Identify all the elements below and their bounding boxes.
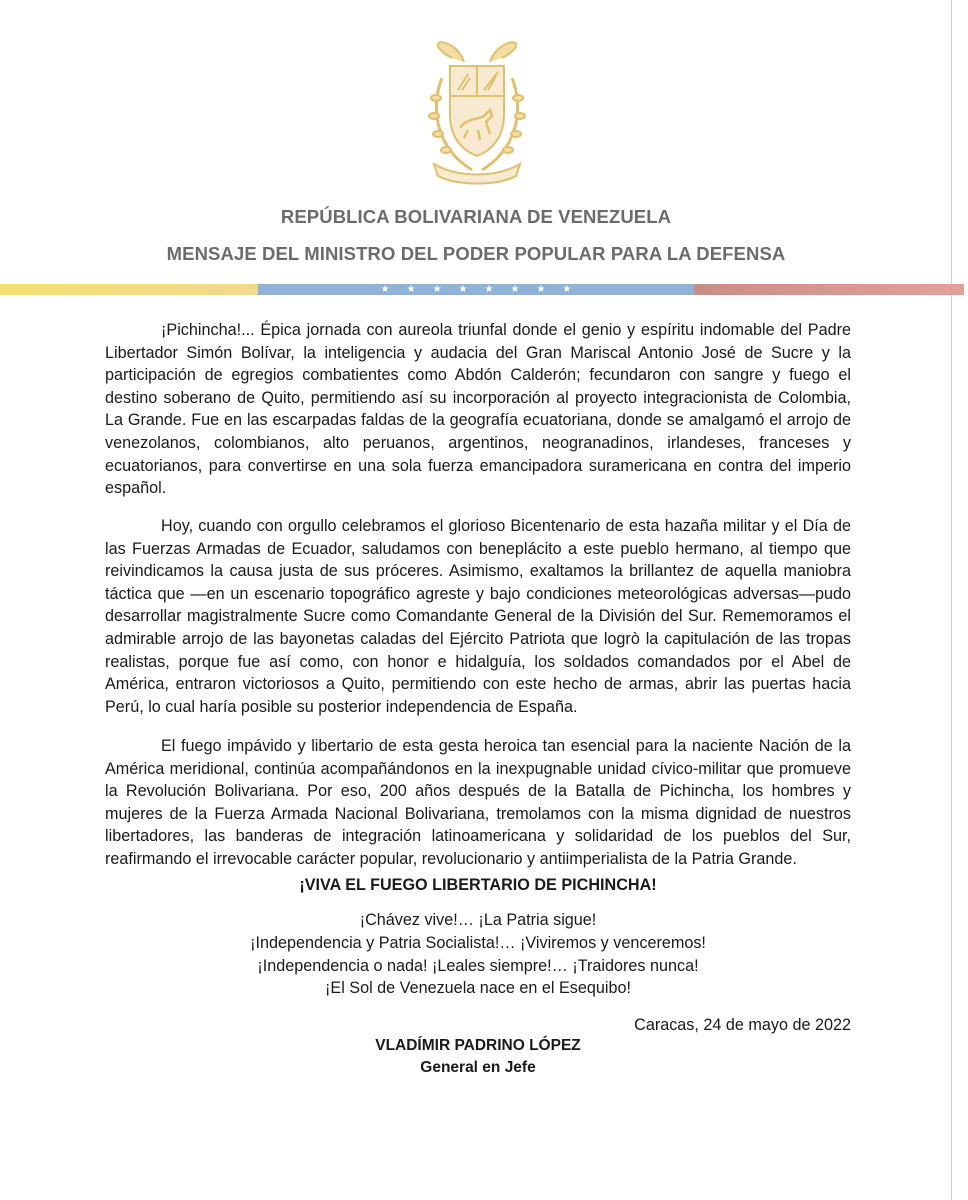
venezuela-coat-of-arms-icon: [412, 38, 542, 188]
document-date: Caracas, 24 de mayo de 2022: [634, 1016, 851, 1034]
paragraph-text: El fuego impávido y libertario de esta gesta heroica tan esencial para la naciente Nación de la América meridional, continúa acompañándonos en la inexpugnable unidad cívico-militar que promueve la Revolución Bolivariana. Por eso, 200 años después de la Batalla de Pichincha, los hombres y mujeres de la Fuerza Armada Nacional Bolivariana, tremolamos con la misma dignidad de nuestros libertadores, las banderas de integración latinoamericana y solidaridad de los pueblos del Sur, reafirmando el irrevocable carácter popular, revolucionario y antiimperialista de la Patria Grande.: [105, 737, 851, 868]
signatory-rank: General en Jefe: [420, 1059, 536, 1076]
page-edge-divider: [951, 0, 952, 1200]
star-icon: ★: [458, 284, 468, 295]
flag-yellow-stripe: [0, 284, 258, 295]
slogan-line: ¡Chávez vive!… ¡La Patria sigue!: [359, 911, 597, 929]
flag-red-stripe: [694, 284, 964, 295]
closing-slogans: [105, 909, 851, 1000]
star-icon: ★: [406, 284, 416, 295]
paragraph-text: ¡Pichincha!... Épica jornada con aureola triunfal donde el genio y espíritu indomable del Padre Libertador Simón Bolívar, la inteligencia y audacia del Gran Mariscal Antonio José de Sucre y la participación de egregios combatientes como Abdón Calderón; fecundaron con sangre y fuego el destino soberano de Quito, permitiendo así su incorporación al proyecto integracionista de Colombia, La Grande. Fue en las escarpadas faldas de la geografía ecuatoriana, donde se amalgamó el arrojo de venezolanos, colombianos, alto peruanos, argentinos, neogranadinos, irlandeses, franceses y ecuatorianos, para convertirse en una sola fuerza emancipadora suramericana en contra del imperio español.: [105, 321, 851, 498]
star-icon: ★: [536, 284, 546, 295]
star-icon: ★: [562, 284, 572, 295]
star-icon: ★: [432, 284, 442, 295]
signatory-name: VLADÍMIR PADRINO LÓPEZ: [375, 1037, 581, 1054]
star-icon: ★: [510, 284, 520, 295]
header-republic-title: REPÚBLICA BOLIVARIANA DE VENEZUELA: [280, 206, 672, 227]
paragraph-3: [105, 735, 851, 871]
flag-blue-stripe: [258, 284, 694, 295]
slogan-line: ¡El Sol de Venezuela nace en el Esequibo!: [325, 979, 631, 998]
paragraph-text: Hoy, cuando con orgullo celebramos el glorioso Bicentenario de esta hazaña militar y el Día de las Fuerzas Armadas de Ecuador, saludamos con beneplácito a este pueblo hermano, al tiempo que reivindicamos la causa justa de sus próceres. Asimismo, exaltamos la brillantez de aquella maniobra táctica que —en un escenario topográfico agreste y bajo condiciones meteorológicas adversas—pudo desarrollar magistralmente Sucre como Comandante General de la División del Sur. Rememoramos el admirable arrojo de las bayonetas caladas del Ejército Patriota que logrò la capitulación de las tropas realistas, porque fue así como, con honor e hidalguía, los soldados comandados por el Abel de América, entraron victoriosos a Quito, permitiendo con este hecho de armas, abrir las puertas hacia Perú, lo cual haría posible su posterior independencia de España.: [105, 517, 851, 716]
flag-color-bar: [0, 284, 964, 295]
paragraph-1: [105, 319, 851, 500]
slogan-line: ¡Independencia o nada! ¡Leales siempre!… ¡Traidores nunca!: [257, 956, 699, 975]
slogan-line: ¡Independencia y Patria Socialista!… ¡Viviremos y venceremos!: [250, 933, 706, 952]
header-message-title: MENSAJE DEL MINISTRO DEL PODER POPULAR PARA LA DEFENSA: [166, 243, 786, 264]
star-icon: ★: [380, 284, 390, 295]
paragraph-2: [105, 515, 851, 718]
star-icon: ★: [484, 284, 494, 295]
closing-viva: ¡VIVA EL FUEGO LIBERTARIO DE PICHINCHA!: [299, 876, 657, 894]
